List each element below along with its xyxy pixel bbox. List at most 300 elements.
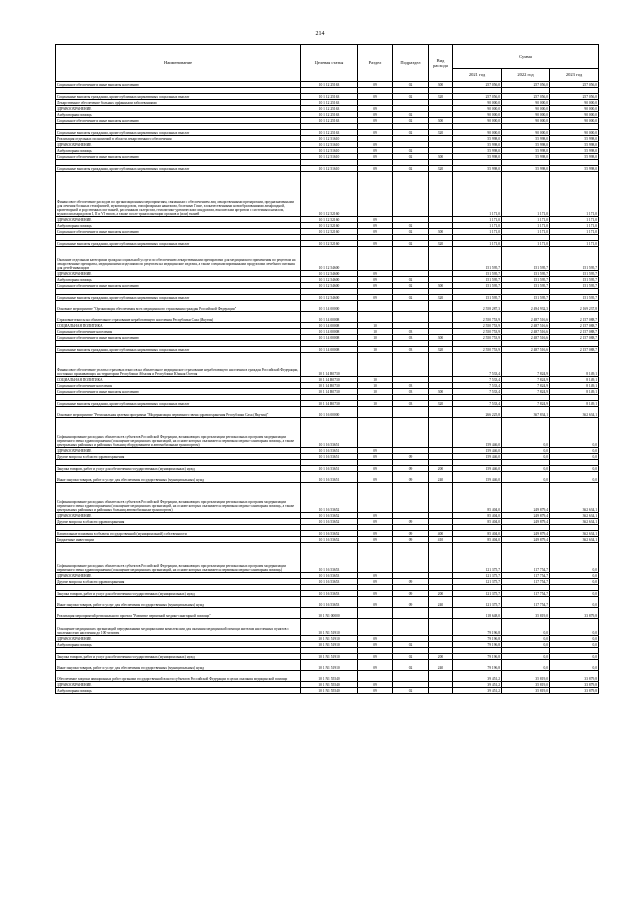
row-amount-2023: 0,0 [550,642,599,648]
row-section: 09 [358,682,393,688]
row-amount-2021: 151 595,7 [453,283,502,289]
row-section: 09 [358,148,393,154]
row-section: 09 [358,277,393,283]
row-name: ЗДРАВООХРАНЕНИЕ [56,106,301,112]
row-amount-2023: 151 595,7 [550,283,599,289]
row-section [358,483,393,513]
row-section: 09 [358,241,393,247]
table-row [56,472,599,483]
row-section [358,543,393,573]
row-name: Закупка товаров, работ и услуг для обеспечения государственных (муниципальных) нужд [56,466,301,472]
row-section: 09 [358,597,393,608]
row-name: Иные закупки товаров, работ и услуг для обеспечения государственных (муниципальных) нужд [56,597,301,608]
row-amount-2023: 33 879,8 [550,688,599,694]
row-amount-2023: 151 595,7 [550,277,599,283]
row-target-code: 10 1 14 R0730 [301,377,358,383]
row-amount-2023: 1 171,0 [550,223,599,229]
row-amount-2022: 0,0 [502,454,550,460]
row-amount-2022: 257 056,0 [502,94,550,100]
row-subsection: 02 [393,241,429,247]
row-name: Реализация отдельных полномочий в области лекарственного обеспечения [56,136,301,142]
row-name: Социальное обеспечение и иные выплаты населению [56,283,301,289]
row-name: Оснащение медицинских организаций передвижными медицинскими комплексами для оказания медицинской помощи жителям населенных пунктов с численностью населения до 100 человек [56,619,301,636]
row-amount-2023: 2 157 088,7 [550,323,599,329]
row-expense-type: 200 [429,591,453,597]
row-amount-2021: 7 533,4 [453,383,502,389]
row-amount-2023: 1 171,0 [550,229,599,235]
row-subsection: 02 [393,688,429,694]
row-amount-2022: 257 056,0 [502,82,550,88]
row-section: 09 [358,579,393,585]
row-amount-2021: 159 446,0 [453,418,502,448]
row-target-code: 10 1 16 53652 [301,519,358,525]
table-row [56,418,599,448]
row-amount-2023: 55 998,0 [550,136,599,142]
row-amount-2021: 159 446,0 [453,448,502,454]
row-section: 09 [358,472,393,483]
row-amount-2021: 151 595,7 [453,247,502,271]
row-amount-2023: 0,0 [550,448,599,454]
table-row [56,619,599,636]
row-amount-2023: 33 879,8 [550,682,599,688]
header-expense-type: Вид расхода [429,45,453,82]
row-target-code: 10 1 12 25163 [301,112,358,118]
row-expense-type [429,608,453,619]
row-target-code: 10 1 16 53653 [301,591,358,597]
row-amount-2022: 55 998,0 [502,154,550,160]
row-amount-2022: 7 824,9 [502,377,550,383]
row-amount-2022: 117 754,7 [502,597,550,608]
row-amount-2022: 151 595,7 [502,277,550,283]
row-target-code: 10 1 14 R0730 [301,401,358,407]
row-name: СОЦИАЛЬНАЯ ПОЛИТИКА [56,323,301,329]
row-amount-2023: 8 149,1 [550,353,599,377]
row-amount-2023: 33 879,8 [550,671,599,682]
row-name: Социальные выплаты гражданам, кроме публичных нормативных социальных выплат [56,94,301,100]
row-expense-type: 320 [429,94,453,100]
row-amount-2021: 118 648,0 [453,608,502,619]
table-row [56,301,599,312]
row-section: 09 [358,531,393,537]
row-subsection: 03 [393,401,429,407]
row-amount-2021: 79 196,8 [453,660,502,671]
row-name: Социальное обеспечение населения [56,383,301,389]
row-amount-2021: 55 998,0 [453,136,502,142]
row-target-code: 10 1 12 51610 [301,142,358,148]
row-name: Закупка товаров, работ и услуг для обеспечения государственных (муниципальных) нужд [56,591,301,597]
row-amount-2023: 8 149,1 [550,383,599,389]
row-name: Амбулаторная помощь [56,277,301,283]
row-target-code: 10 1 12 52160 [301,241,358,247]
row-amount-2021: 2 558 287,3 [453,301,502,312]
row-target-code: 10 1 12 52160 [301,217,358,223]
row-amount-2021: 85 404,0 [453,483,502,513]
row-amount-2021: 90 000,0 [453,100,502,106]
row-expense-type [429,483,453,513]
row-amount-2023: 362 634,1 [550,519,599,525]
row-amount-2021: 2 550 753,9 [453,347,502,353]
row-subsection: 02 [393,130,429,136]
row-target-code: 10 1 12 54600 [301,271,358,277]
row-subsection: 02 [393,642,429,648]
row-amount-2021: 85 404,0 [453,519,502,525]
row-expense-type [429,353,453,377]
row-expense-type [429,172,453,217]
row-name: Социальное обеспечение населения [56,329,301,335]
row-section: 09 [358,654,393,660]
row-target-code: 10 1 N1 51910 [301,654,358,660]
row-amount-2022: 151 595,7 [502,247,550,271]
row-section: 09 [358,537,393,543]
row-section: 10 [358,329,393,335]
row-target-code: 10 1 N1 55540 [301,671,358,682]
row-amount-2022: 117 754,7 [502,591,550,597]
row-section: 09 [358,217,393,223]
row-amount-2022: 7 824,9 [502,353,550,377]
row-target-code: 10 1 12 54600 [301,283,358,289]
row-amount-2022: 7 824,9 [502,383,550,389]
row-name: Иные закупки товаров, работ и услуг для обеспечения государственных (муниципальных) нужд [56,660,301,671]
row-amount-2022: 2 487 516,6 [502,329,550,335]
row-target-code: 10 1 12 25163 [301,100,358,106]
row-amount-2021: 90 000,0 [453,130,502,136]
row-target-code: 10 1 N1 00000 [301,608,358,619]
row-subsection [393,301,429,312]
table-row [56,172,599,217]
row-name: Обеспечение закупки авиационных работ органами государственной власти субъектов Российской Федерации в целях оказания медицинской помощи [56,671,301,682]
row-target-code: 10 1 12 25163 [301,130,358,136]
row-name: Амбулаторная помощь [56,112,301,118]
row-amount-2022: 55 998,0 [502,148,550,154]
row-amount-2023: 2 157 088,7 [550,335,599,341]
row-name: Социальное обеспечение и иные выплаты населению [56,335,301,341]
row-amount-2021: 1 171,0 [453,172,502,217]
row-expense-type: 400 [429,531,453,537]
row-section: 09 [358,688,393,694]
row-section: 09 [358,223,393,229]
row-name: ЗДРАВООХРАНЕНИЕ [56,217,301,223]
row-amount-2022: 0,0 [502,660,550,671]
row-subsection: 02 [393,82,429,88]
row-subsection: 02 [393,94,429,100]
row-name: Бюджетные инвестиции [56,537,301,543]
row-expense-type: 320 [429,347,453,353]
row-amount-2021: 2 550 753,9 [453,335,502,341]
row-subsection [393,543,429,573]
row-subsection [393,418,429,448]
row-section: 09 [358,295,393,301]
row-amount-2022: 0,0 [502,466,550,472]
row-amount-2022: 55 998,0 [502,142,550,148]
row-amount-2022: 90 000,0 [502,100,550,106]
row-expense-type: 300 [429,283,453,289]
row-section: 10 [358,347,393,353]
row-amount-2023: 257 056,0 [550,94,599,100]
row-amount-2021: 90 000,0 [453,118,502,124]
row-name: Страховые взносы на обязательное страхование неработающего населения Республики Саха (Якутия) [56,312,301,323]
row-amount-2023: 0,0 [550,454,599,460]
row-name: Другие вопросы в области здравоохранения [56,454,301,460]
table-header [56,45,599,82]
row-target-code: 10 1 12 54600 [301,277,358,283]
row-amount-2023: 257 056,0 [550,82,599,88]
row-target-code: 10 1 N1 51910 [301,619,358,636]
row-expense-type: 240 [429,472,453,483]
table-row [56,608,599,619]
row-name: Лекарственное обеспечение больных орфанными заболеваниями [56,100,301,106]
row-name: СОЦИАЛЬНАЯ ПОЛИТИКА [56,377,301,383]
row-expense-type: 200 [429,654,453,660]
row-amount-2021: 39 451,2 [453,671,502,682]
row-amount-2022: 1 171,0 [502,241,550,247]
header-subsection: Подраздел [393,45,429,82]
row-subsection: 09 [393,454,429,460]
row-target-code: 10 1 16 53651 [301,418,358,448]
row-subsection: 02 [393,654,429,660]
row-amount-2023: 0,0 [550,636,599,642]
row-amount-2021: 1 171,0 [453,217,502,223]
row-expense-type [429,619,453,636]
row-section [358,671,393,682]
row-target-code: 10 1 12 52160 [301,223,358,229]
row-amount-2022: 0,0 [502,654,550,660]
row-amount-2021: 85 404,0 [453,531,502,537]
row-amount-2021: 55 998,0 [453,142,502,148]
budget-table [55,44,599,694]
row-section: 09 [358,130,393,136]
row-amount-2023: 2 157 088,7 [550,347,599,353]
row-amount-2021: 55 998,0 [453,166,502,172]
row-subsection [393,312,429,323]
row-amount-2022: 35 819,0 [502,608,550,619]
row-amount-2021: 85 404,0 [453,513,502,519]
row-target-code: 10 1 N1 51910 [301,636,358,642]
row-name: Софинансирование расходных обязательств субъектов Российской Федерации, возникающих при реализации региональных программ модернизации первичного звена здравоохранения (оснащение медицинских организаций, на основе которых оказывается первичная медико-санитарная помощь) [56,543,301,573]
row-amount-2022: 0,0 [502,619,550,636]
row-name: Софинансирование расходных обязательств субъектов Российской Федерации, возникающих при реализации региональных программ модернизации первичного звена здравоохранения (оснащение медицинских организаций, на основе которых оказывается первичная медико-санитарная помощь, а также центральных районных и районных больниц оборудованием и автомобильным транспортом) [56,418,301,448]
row-name: ЗДРАВООХРАНЕНИЕ [56,271,301,277]
row-target-code: 10 1 16 53653 [301,573,358,579]
header-target: Целевая статья [301,45,358,82]
row-amount-2022: 1 171,0 [502,229,550,235]
row-amount-2022: 7 824,9 [502,389,550,395]
row-name: Иные закупки товаров, работ и услуг для обеспечения государственных (муниципальных) нужд [56,472,301,483]
row-amount-2022: 90 000,0 [502,112,550,118]
row-subsection [393,172,429,217]
row-target-code: 10 1 12 54600 [301,247,358,271]
row-subsection [393,619,429,636]
row-amount-2021: 7 533,4 [453,377,502,383]
row-amount-2021: 159 446,0 [453,472,502,483]
row-amount-2021: 79 196,8 [453,654,502,660]
row-section: 09 [358,636,393,642]
row-section: 09 [358,166,393,172]
row-target-code: 10 1 12 25163 [301,94,358,100]
row-name: Амбулаторная помощь [56,688,301,694]
row-name: ЗДРАВООХРАНЕНИЕ [56,682,301,688]
row-amount-2022: 90 000,0 [502,130,550,136]
row-expense-type: 320 [429,401,453,407]
row-amount-2022: 2 487 516,6 [502,347,550,353]
row-subsection: 09 [393,579,429,585]
row-expense-type: 320 [429,130,453,136]
row-target-code: 10 1 12 51610 [301,148,358,154]
row-name: Социальные выплаты гражданам, кроме публичных нормативных социальных выплат [56,241,301,247]
row-section: 09 [358,283,393,289]
row-target-code: 10 1 16 53651 [301,448,358,454]
row-name: ЗДРАВООХРАНЕНИЕ [56,142,301,148]
row-subsection: 02 [393,223,429,229]
table-row [56,312,599,323]
row-name: Другие вопросы в области здравоохранения [56,519,301,525]
row-amount-2021: 7 533,4 [453,401,502,407]
row-amount-2022: 367 834,1 [502,407,550,418]
row-name: ЗДРАВООХРАНЕНИЕ [56,573,301,579]
row-name: Оказание отдельным категориям граждан социальной услуги по обеспечению лекарственными препаратами для медицинского применения по рецептам на лекарственные препараты, медицинскими изделиями по рецептам на медицинские изделия, а также специализированными продуктами лечебного питания для детей-инвалидов [56,247,301,271]
row-amount-2023: 362 634,1 [550,407,599,418]
row-target-code: 10 1 N1 51910 [301,642,358,648]
row-name: Социальные выплаты гражданам, кроме публичных нормативных социальных выплат [56,166,301,172]
row-amount-2021: 121 375,7 [453,543,502,573]
row-subsection [393,671,429,682]
row-expense-type [429,247,453,271]
row-amount-2021: 2 550 753,9 [453,323,502,329]
row-target-code: 10 1 12 25163 [301,82,358,88]
row-name: Амбулаторная помощь [56,642,301,648]
row-subsection: 02 [393,148,429,154]
row-section [358,407,393,418]
row-amount-2022: 117 754,7 [502,579,550,585]
row-amount-2022: 0,0 [502,418,550,448]
row-amount-2022: 249 879,4 [502,519,550,525]
row-amount-2023: 1 171,0 [550,172,599,217]
row-subsection: 09 [393,519,429,525]
row-amount-2021: 79 196,8 [453,636,502,642]
row-name: Социальные выплаты гражданам, кроме публичных нормативных социальных выплат [56,130,301,136]
row-amount-2021: 39 451,2 [453,682,502,688]
row-subsection [393,608,429,619]
row-amount-2021: 7 533,4 [453,389,502,395]
row-expense-type [429,407,453,418]
row-amount-2022: 1 171,0 [502,223,550,229]
row-section: 09 [358,454,393,460]
table-row [56,483,599,513]
row-amount-2022: 1 171,0 [502,217,550,223]
row-target-code: 10 1 12 52160 [301,172,358,217]
row-amount-2023: 0,0 [550,472,599,483]
page-number: 214 [315,31,325,37]
row-amount-2021: 266 225,8 [453,407,502,418]
row-section: 10 [358,323,393,329]
row-expense-type: 320 [429,166,453,172]
row-amount-2023: 2 169 237,8 [550,301,599,312]
row-target-code: 10 1 12 51610 [301,154,358,160]
row-section: 10 [358,401,393,407]
row-amount-2022: 2 494 932,3 [502,301,550,312]
table-row [56,247,599,271]
row-amount-2023: 55 998,0 [550,148,599,154]
table-row [56,597,599,608]
row-amount-2023: 90 000,0 [550,100,599,106]
row-subsection: 02 [393,118,429,124]
row-section: 09 [358,142,393,148]
row-target-code: 10 1 12 25163 [301,106,358,112]
table-row [56,660,599,671]
row-amount-2023: 0,0 [550,591,599,597]
row-target-code: 10 1 N1 55540 [301,688,358,694]
row-amount-2023: 1 171,0 [550,241,599,247]
row-name: Социальное обеспечение и иные выплаты населению [56,389,301,395]
row-name: Финансовое обеспечение расходов по организационным мероприятиям, связанным с обеспечением лиц лекарственными препаратами, предназначенными для лечения больных гемофилией, муковисцидозом, гипофизарным нанизмом, болезнью Гоше, злокачественными новообразованиями лимфоидной, кроветворной и родственных им тканей, рассеянным склерозом, гемолитико-уремическим синдромом, юношеским артритом с системным началом, мукополисахаридозом I, II и VI типов, а также после трансплантации органов и (или) тканей [56,172,301,217]
row-amount-2023: 2 157 088,7 [550,312,599,323]
row-amount-2023: 0,0 [550,579,599,585]
row-name: Финансовое обеспечение уплаты страховых взносов на обязательное медицинское страхование неработающего населения в граждан Российской Федерации, постоянно проживающих на территории Республики Абхазия и Республики Южная Осетия [56,353,301,377]
row-amount-2022: 35 819,0 [502,688,550,694]
row-amount-2021: 121 375,7 [453,573,502,579]
row-amount-2021: 55 998,0 [453,148,502,154]
row-name: Капитальные вложения в объекты государственной (муниципальной) собственности [56,531,301,537]
row-amount-2023: 90 000,0 [550,130,599,136]
row-subsection: 09 [393,537,429,543]
header-year-2021: 2021 год [453,69,502,82]
row-target-code: 10 1 16 53651 [301,454,358,460]
row-amount-2023: 8 149,1 [550,401,599,407]
row-section [358,172,393,217]
row-section: 10 [358,335,393,341]
row-section [358,619,393,636]
row-amount-2022: 90 000,0 [502,106,550,112]
row-name: Социальное обеспечение и иные выплаты населению [56,229,301,235]
row-amount-2023: 151 595,7 [550,271,599,277]
row-expense-type: 320 [429,295,453,301]
row-amount-2021: 79 196,8 [453,642,502,648]
row-amount-2023: 362 634,1 [550,483,599,513]
row-expense-type: 300 [429,154,453,160]
row-amount-2023: 0,0 [550,660,599,671]
row-subsection: 09 [393,472,429,483]
row-subsection: 09 [393,597,429,608]
row-expense-type: 300 [429,335,453,341]
row-amount-2022: 151 595,7 [502,295,550,301]
row-amount-2023: 55 998,0 [550,166,599,172]
row-amount-2021: 39 451,2 [453,688,502,694]
row-amount-2021: 121 375,7 [453,579,502,585]
row-target-code: 10 1 12 51610 [301,166,358,172]
row-amount-2021: 159 446,0 [453,454,502,460]
row-target-code: 10 1 14 00000 [301,301,358,312]
row-amount-2021: 2 550 753,9 [453,312,502,323]
row-subsection [393,353,429,377]
row-amount-2021: 85 404,0 [453,537,502,543]
row-amount-2023: 0,0 [550,543,599,573]
row-target-code: 10 1 16 53652 [301,513,358,519]
row-name: Социальное обеспечение и иные выплаты населению [56,154,301,160]
row-amount-2023: 151 595,7 [550,247,599,271]
row-section: 09 [358,229,393,235]
row-amount-2022: 35 819,0 [502,671,550,682]
row-expense-type: 240 [429,660,453,671]
row-section: 09 [358,573,393,579]
row-expense-type: 300 [429,389,453,395]
row-subsection: 02 [393,112,429,118]
table-row [56,543,599,573]
row-amount-2022: 2 487 516,6 [502,335,550,341]
row-amount-2021: 151 595,7 [453,271,502,277]
row-amount-2023: 90 000,0 [550,106,599,112]
table-row [56,407,599,418]
row-name: ЗДРАВООХРАНЕНИЕ [56,513,301,519]
row-amount-2021: 121 375,7 [453,591,502,597]
